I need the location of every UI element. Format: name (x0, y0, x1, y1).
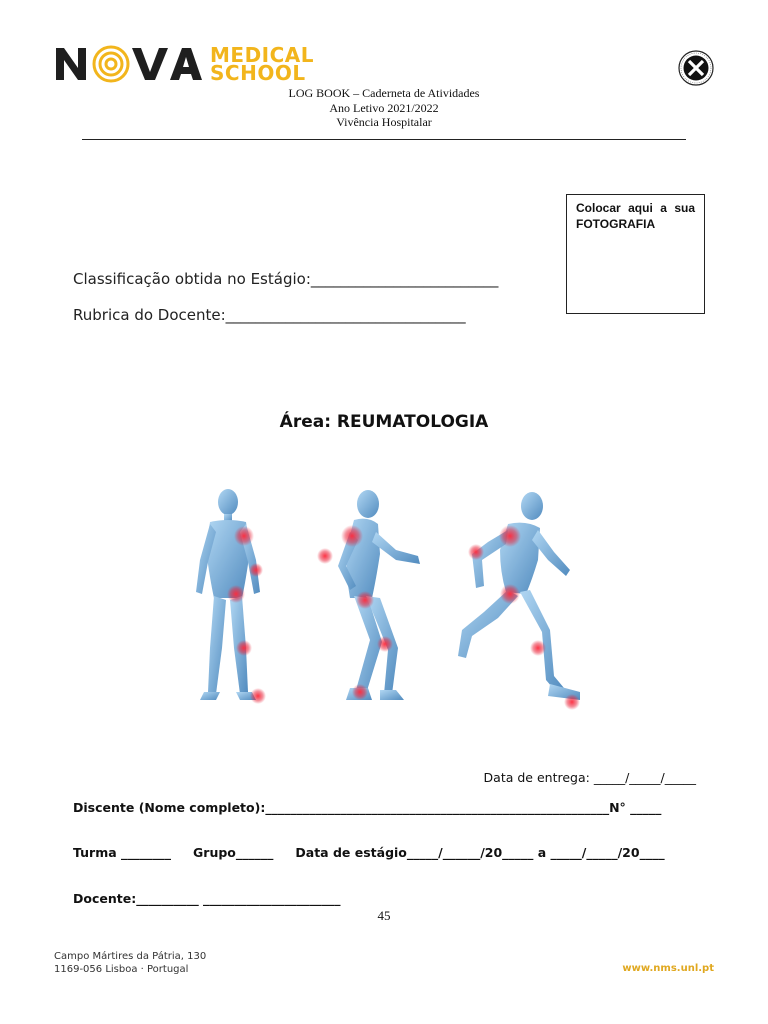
turma-field: Turma ________ (73, 845, 172, 860)
page-number: 45 (377, 908, 391, 923)
photo-placeholder-box (566, 194, 705, 314)
rubrica-field: Rubrica do Docente:________________________________ (73, 306, 466, 324)
header-divider (82, 139, 686, 140)
photo-instruction: Colocar aqui a sua FOTOGRAFIA (576, 201, 695, 231)
docente-field: Docente:__________ ______________________ (73, 891, 341, 906)
walking-figure (338, 490, 420, 700)
medical-school-logotype (210, 43, 315, 85)
document-header (0, 86, 768, 130)
skeleton-figures-illustration (180, 480, 600, 720)
logo-sub2: SCHOOL (210, 61, 306, 85)
nova-logo (54, 44, 202, 84)
header-line-1: LOG BOOK – Caderneta de Atividades (288, 86, 480, 100)
logo-sub1: MEDICAL (210, 43, 315, 67)
address-line-2: 1169-056 Lisboa · Portugal (54, 963, 189, 975)
data-entrega-field: Data de entrega: _____/_____/_____ (483, 770, 696, 785)
grupo-field: Grupo______ (193, 845, 274, 860)
university-seal-icon (678, 50, 714, 86)
header-line-2: Ano Letivo 2021/2022 (329, 100, 439, 115)
footer-address (54, 951, 206, 976)
data-estagio-field: Data de estágio_____/______/20_____ a _____/_____/20____ (295, 845, 665, 860)
area-title: Área: REUMATOLOGIA (279, 412, 489, 432)
discente-field: Discente (Nome completo):_______________________________________________________N° _____ (73, 800, 662, 815)
address-line-1: Campo Mártires da Pátria, 130 (54, 951, 207, 962)
footer-url: www.nms.unl.pt (622, 963, 714, 974)
classificacao-field: Classificação obtida no Estágio:_________________________ (73, 270, 499, 288)
turma-grupo-row (73, 845, 687, 860)
header-line-3: Vivência Hospitalar (336, 115, 432, 129)
